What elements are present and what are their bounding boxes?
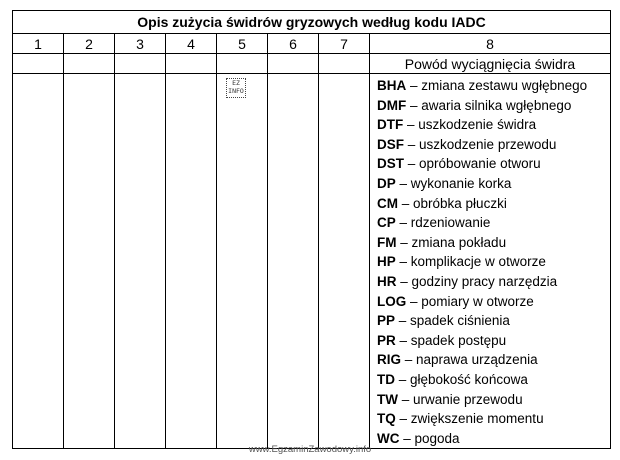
reason-code: FM xyxy=(377,234,397,250)
reason-description: pogoda xyxy=(414,430,460,446)
reason-dash: – xyxy=(406,293,422,309)
reason-description: wykonanie korka xyxy=(410,175,512,191)
reason-item xyxy=(377,115,610,135)
reason-item xyxy=(377,233,610,253)
reason-dash: – xyxy=(398,195,414,211)
reason-item xyxy=(377,311,610,331)
column-number: 1 xyxy=(13,34,64,54)
reason-code: PP xyxy=(377,313,396,329)
reason-dash: – xyxy=(406,78,422,93)
reason-item xyxy=(377,76,610,96)
reason-description: pomiary w otworze xyxy=(421,293,534,309)
reason-item xyxy=(377,252,610,272)
reason-item xyxy=(377,194,610,214)
empty-cell xyxy=(319,74,370,449)
reason-code: DP xyxy=(377,175,396,191)
reason-description: spadek ciśnienia xyxy=(410,313,510,329)
empty-cell xyxy=(64,74,115,449)
reason-column-header: Powód wyciągnięcia świdra xyxy=(370,54,611,74)
reason-description: spadek postępu xyxy=(410,332,507,348)
reason-dash: – xyxy=(404,156,420,172)
table-title: Opis zużycia świdrów gryzowych według kodu IADC xyxy=(13,11,611,34)
reason-dash: – xyxy=(401,352,417,368)
reason-code: DMF xyxy=(377,97,407,113)
reason-item xyxy=(377,370,610,390)
column-number: 8 xyxy=(370,34,611,54)
reason-item xyxy=(377,213,610,233)
reason-list-cell xyxy=(370,74,611,449)
reason-dash: – xyxy=(395,371,411,387)
reason-code: WC xyxy=(377,430,400,446)
column-number: 4 xyxy=(166,34,217,54)
reason-code: TD xyxy=(377,371,395,387)
empty-cell xyxy=(115,54,166,74)
reason-item xyxy=(377,390,610,410)
reason-code: RIG xyxy=(377,352,402,368)
reason-code: BHA xyxy=(377,78,407,93)
reason-dash: – xyxy=(395,332,411,348)
iadc-table xyxy=(12,10,611,449)
reason-code: CM xyxy=(377,195,398,211)
reason-code: PR xyxy=(377,332,396,348)
reason-code: DTF xyxy=(377,117,404,133)
reason-dash: – xyxy=(404,136,420,152)
reason-item xyxy=(377,174,610,194)
reason-list xyxy=(370,74,610,448)
reason-dash: – xyxy=(403,117,419,133)
column-number: 5 xyxy=(217,34,268,54)
watermark-footer: www.EgzaminZawodowy.info xyxy=(248,444,372,455)
empty-cell xyxy=(166,54,217,74)
column-number: 2 xyxy=(64,34,115,54)
empty-cell xyxy=(217,54,268,74)
reason-item xyxy=(377,292,610,312)
reason-description: zmiana pokładu xyxy=(411,234,507,250)
empty-cell xyxy=(13,74,64,449)
reason-code: HP xyxy=(377,254,396,270)
reason-description: opróbowanie otworu xyxy=(419,156,541,172)
ez-info-stamp-icon: EZ INFO xyxy=(226,78,246,98)
column-number: 6 xyxy=(268,34,319,54)
reason-code: DSF xyxy=(377,136,404,152)
column-number-row xyxy=(13,34,611,54)
reason-code: HR xyxy=(377,273,397,289)
reason-description: głębokość końcowa xyxy=(410,371,528,387)
empty-cell xyxy=(115,74,166,449)
reason-code: TQ xyxy=(377,411,396,427)
reason-description: zwiększenie momentu xyxy=(410,411,544,427)
reason-description: rdzeniowanie xyxy=(410,215,491,231)
column-number: 7 xyxy=(319,34,370,54)
reason-code: TW xyxy=(377,391,398,407)
reason-dash: – xyxy=(395,313,411,329)
reason-dash: – xyxy=(395,175,411,191)
reason-item xyxy=(377,96,610,116)
reason-dash: – xyxy=(395,215,411,231)
reason-description: awaria silnika wgłębnego xyxy=(421,97,572,113)
empty-cell xyxy=(268,74,319,449)
reason-description: obróbka płuczki xyxy=(413,195,507,211)
column-header-row xyxy=(13,54,611,74)
empty-cell xyxy=(13,54,64,74)
empty-cell xyxy=(64,54,115,74)
reason-code: CP xyxy=(377,215,396,231)
reason-dash: – xyxy=(398,391,414,407)
reason-item xyxy=(377,409,610,429)
reason-code: LOG xyxy=(377,293,407,309)
reason-dash: – xyxy=(399,430,415,446)
reason-dash: – xyxy=(396,273,412,289)
reason-dash: – xyxy=(395,254,411,270)
reason-description: uszkodzenie świdra xyxy=(418,117,537,133)
reason-description: godziny pracy narzędzia xyxy=(411,273,558,289)
reason-item xyxy=(377,154,610,174)
reason-dash: – xyxy=(396,234,412,250)
reason-item xyxy=(377,272,610,292)
reason-item xyxy=(377,135,610,155)
empty-cell xyxy=(319,54,370,74)
empty-cell xyxy=(268,54,319,74)
reason-item xyxy=(377,350,610,370)
reason-dash: – xyxy=(395,411,411,427)
reason-description: naprawa urządzenia xyxy=(416,352,538,368)
column-number: 3 xyxy=(115,34,166,54)
reason-description: urwanie przewodu xyxy=(413,391,523,407)
reason-description: uszkodzenie przewodu xyxy=(419,136,557,152)
reason-dash: – xyxy=(406,97,422,113)
empty-cell xyxy=(166,74,217,449)
table-body-row xyxy=(13,74,611,449)
reason-item xyxy=(377,331,610,351)
reason-description: komplikacje w otworze xyxy=(410,254,546,270)
reason-code: DST xyxy=(377,156,404,172)
empty-cell xyxy=(217,74,268,449)
reason-description: zmiana zestawu wgłębnego xyxy=(421,78,588,93)
